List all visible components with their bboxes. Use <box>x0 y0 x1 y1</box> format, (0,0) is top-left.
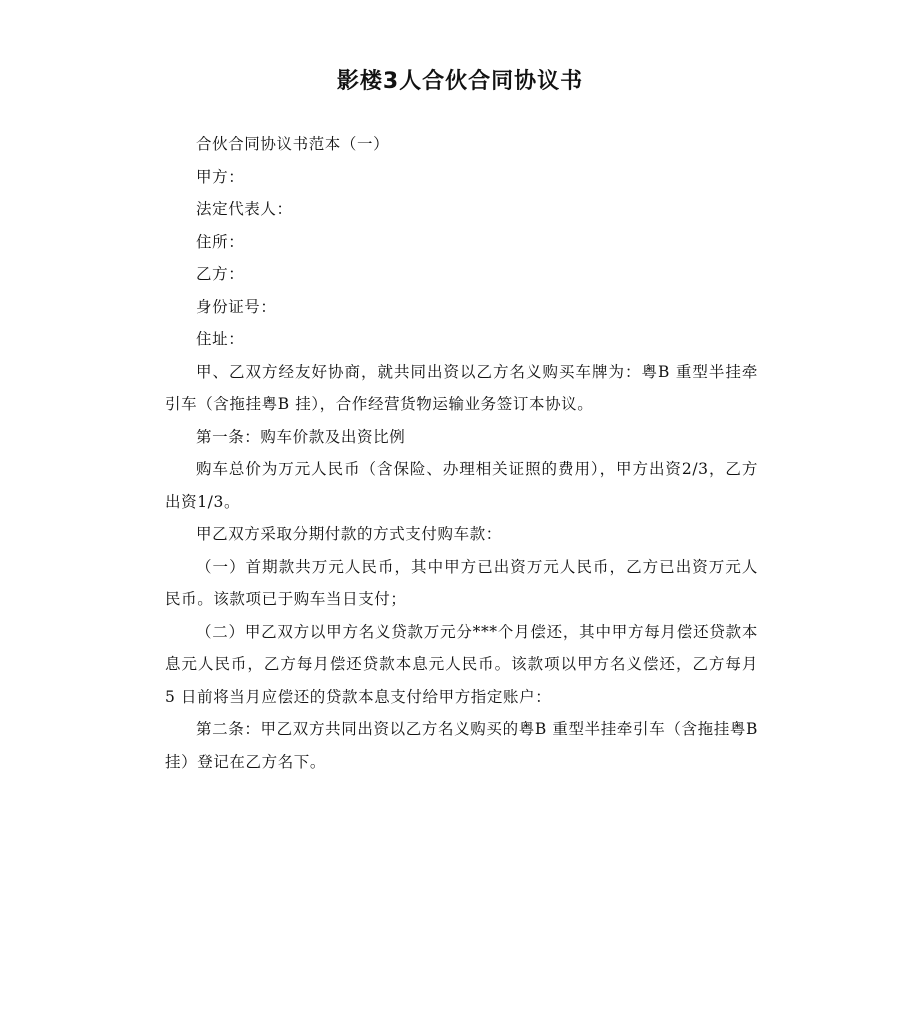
paragraph-legal-representative: 法定代表人： <box>196 200 293 218</box>
paragraph-id-number: 身份证号： <box>196 297 277 316</box>
paragraph-residence: 住所： <box>196 232 245 251</box>
paragraph-article-2: 第二条：甲乙双方共同出资以乙方名义购买的粤B 重型半挂牵引车（含拖挂粤B 挂）登记在乙方名下。 <box>165 720 758 771</box>
paragraph-party-b: 乙方： <box>196 265 245 283</box>
paragraph-down-payment: （一）首期款共万元人民币，其中甲方已出资万元人民币，乙方已出资万元人民币。该款项已于购车当日支付； <box>165 557 758 608</box>
document-title: 影楼3人合伙合同协议书 <box>336 69 584 94</box>
paragraph-loan-repayment: （二）甲乙双方以甲方名义贷款万元分***个月偿还，其中甲方每月偿还贷款本息元人民币，乙方每月偿还贷款本息元人民币。该款项以甲方名义偿还，乙方每月 5 日前将当月应偿还的贷款本息支付给甲方指定账户： <box>165 622 758 706</box>
paragraph-address: 住址： <box>196 330 245 348</box>
paragraph-article-1-heading: 第一条：购车价款及出资比例 <box>196 427 406 446</box>
paragraph-installment-method: 甲乙双方采取分期付款的方式支付购车款： <box>196 525 502 543</box>
paragraph-party-a: 甲方： <box>196 167 245 186</box>
document-body <box>165 128 758 778</box>
paragraph-preamble: 甲、乙双方经友好协商，就共同出资以乙方名义购买车牌为：粤B 重型半挂牵引车（含拖挂粤B 挂），合作经营货物运输业务签订本协议。 <box>165 362 758 413</box>
paragraph-price-and-ratio: 购车总价为万元人民币（含保险、办理相关证照的费用），甲方出资2/3，乙方出资1/3。 <box>165 460 758 511</box>
paragraph-template-heading: 合伙合同协议书范本（一） <box>196 135 390 153</box>
